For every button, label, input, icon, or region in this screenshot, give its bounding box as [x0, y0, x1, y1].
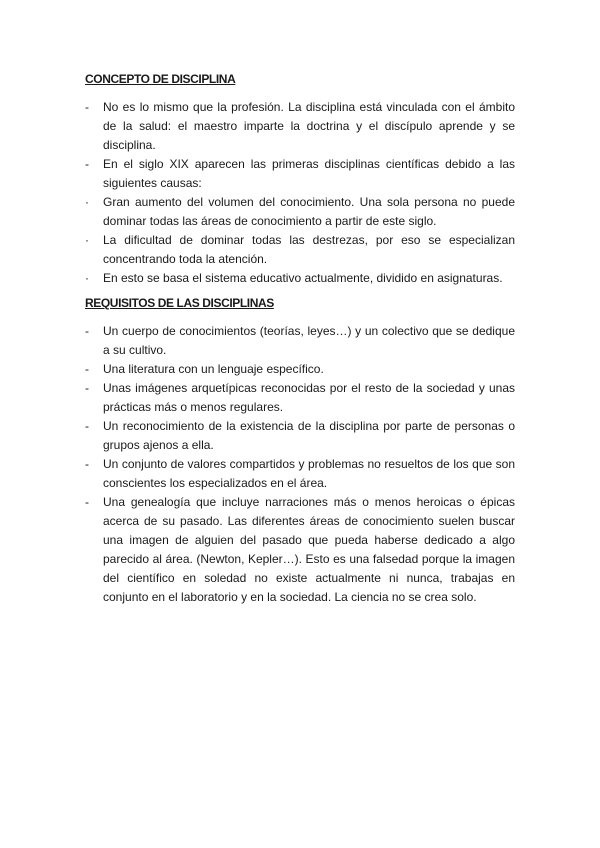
list-item-text: Un cuerpo de conocimientos (teorías, leyes…) y un colectivo que se dedique a su cultivo. — [103, 324, 515, 357]
list-item-text: En el siglo XIX aparecen las primeras disciplinas científicas debido a las siguientes causas: — [103, 157, 515, 190]
section-heading-concepto: CONCEPTO DE DISCIPLINA — [85, 72, 236, 86]
bullet-dash: - — [85, 419, 89, 433]
list-item-text: La dificultad de dominar todas las destrezas, por eso se especializan concentrando toda la atención. — [103, 233, 515, 266]
list-item-text: Gran aumento del volumen del conocimiento. Una sola persona no puede dominar todas las áreas de conocimiento a partir de este siglo. — [103, 195, 515, 228]
list-item-text: Una literatura con un lenguaje específico. — [103, 362, 324, 376]
section-heading-requisitos: REQUISITOS DE LAS DISCIPLINAS — [85, 296, 274, 310]
bullet-dash: - — [85, 100, 89, 114]
list-item — [85, 379, 515, 417]
list-item-text: Una genealogía que incluye narraciones más o menos heroicas o épicas acerca de su pasado. Las diferentes áreas de conocimiento suelen buscar una imagen de alguien del pasado que pueda haberse dedicado a algo parecido al área. (Newton, Kepler…). Esto es una falsedad porque la imagen del científico en soledad no existe actualmente ni nunca, trabajas en conjunto en el laboratorio y en la sociedad. La ciencia no se crea solo. — [103, 495, 515, 604]
list-item — [85, 269, 515, 288]
requisitos-list — [85, 322, 515, 607]
list-item — [85, 322, 515, 360]
bullet-dash: - — [85, 381, 89, 395]
list-item — [85, 455, 515, 493]
list-item-text: Un conjunto de valores compartidos y problemas no resueltos de los que son conscientes los especializados en el área. — [103, 457, 515, 490]
bullet-dash: - — [85, 457, 89, 471]
list-item — [85, 155, 515, 193]
list-item — [85, 231, 515, 269]
list-item-text: Unas imágenes arquetípicas reconocidas por el resto de la sociedad y unas prácticas más o menos regulares. — [103, 381, 515, 414]
list-item — [85, 360, 515, 379]
bullet-dash: - — [85, 157, 89, 171]
list-item — [85, 98, 515, 155]
bullet-dash: - — [85, 324, 89, 338]
list-item — [85, 417, 515, 455]
bullet-dot: · — [85, 271, 89, 285]
bullet-dot: · — [85, 233, 89, 247]
bullet-dot: · — [85, 195, 89, 209]
bullet-dash: - — [85, 362, 89, 376]
list-item — [85, 193, 515, 231]
concepto-list — [85, 98, 515, 288]
list-item — [85, 493, 515, 607]
list-item-text: No es lo mismo que la profesión. La disciplina está vinculada con el ámbito de la salud: el maestro imparte la doctrina y el discípulo aprende y se disciplina. — [103, 100, 515, 152]
list-item-text: Un reconocimiento de la existencia de la disciplina por parte de personas o grupos ajenos a ella. — [103, 419, 515, 452]
list-item-text: En esto se basa el sistema educativo actualmente, dividido en asignaturas. — [103, 271, 503, 285]
bullet-dash: - — [85, 495, 89, 509]
